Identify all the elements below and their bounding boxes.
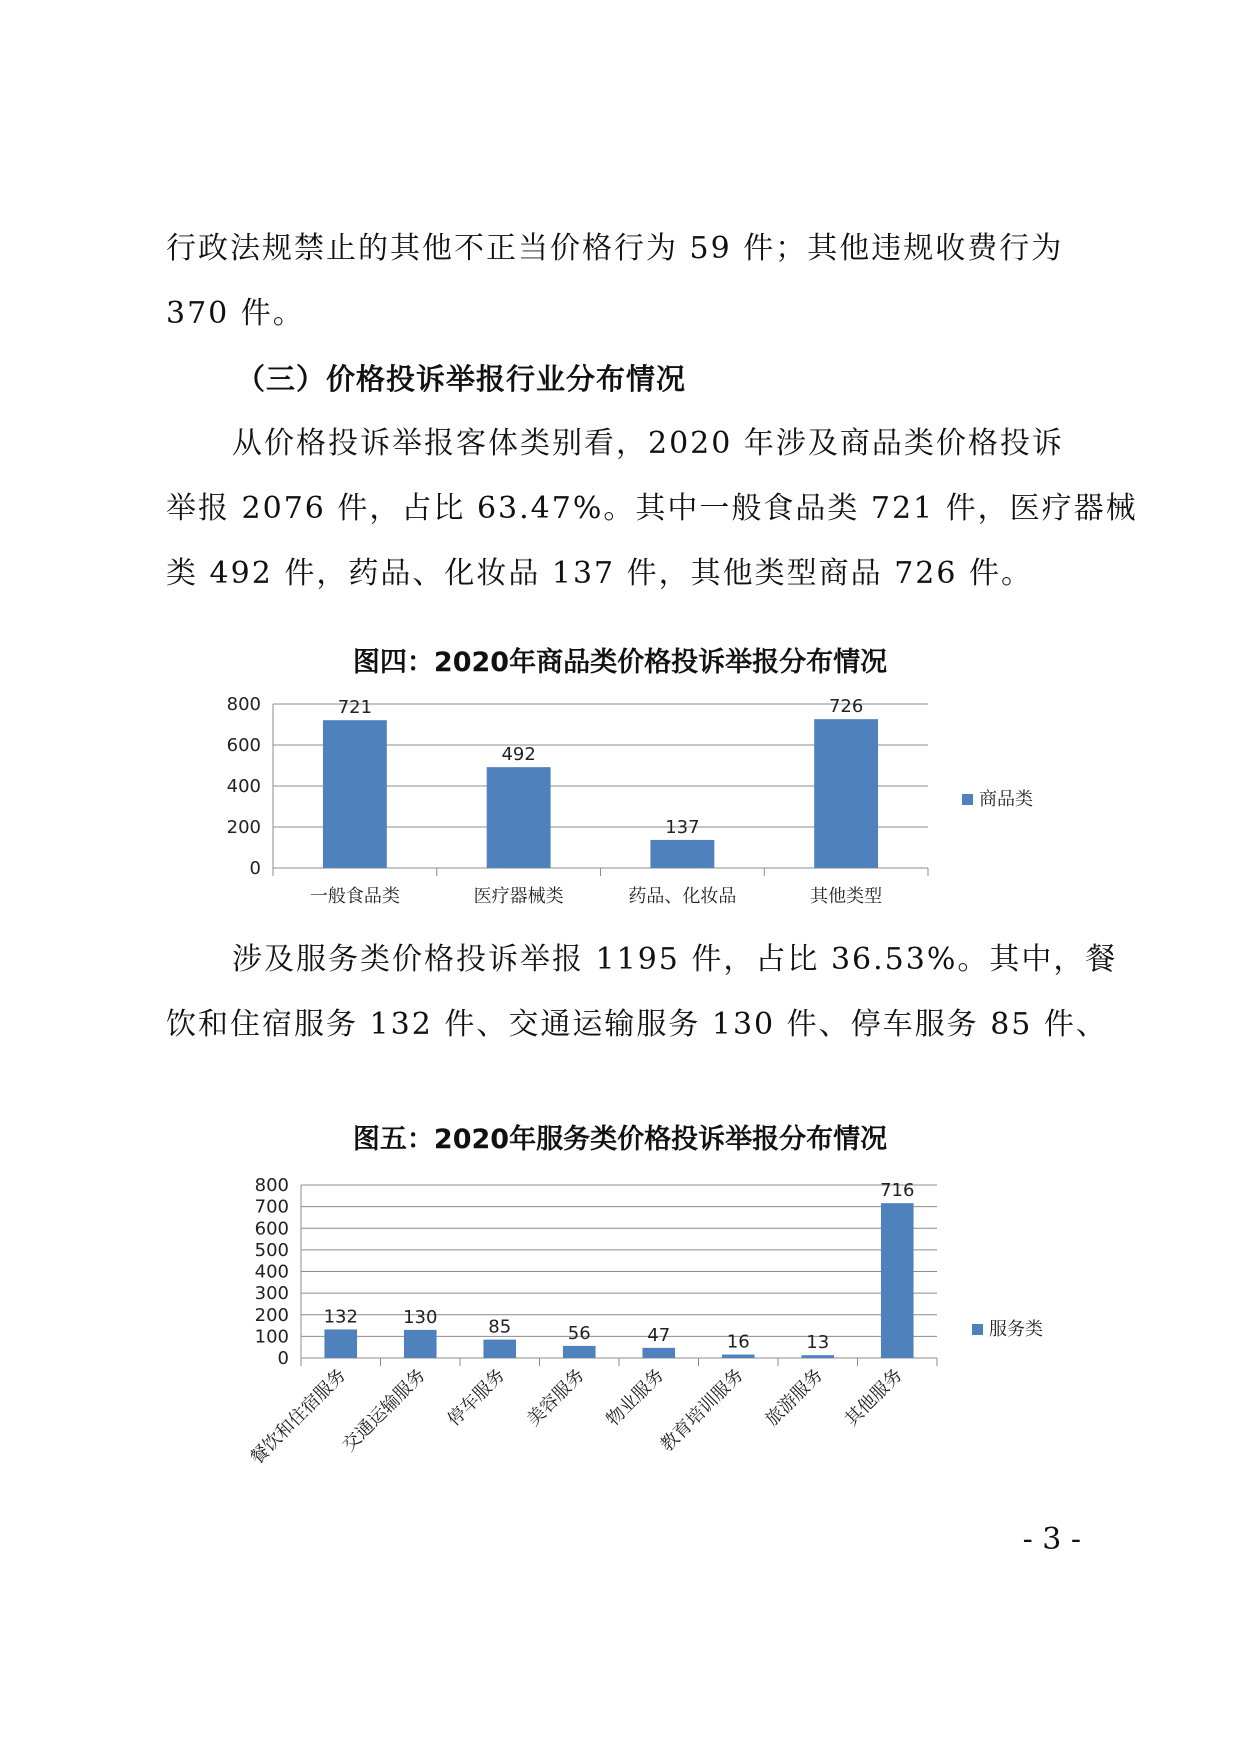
data-label: 721 [337,697,373,719]
legend-swatch [962,794,973,805]
category-label: 物业服务 [602,1364,669,1431]
y-tick-label: 200 [226,817,261,838]
y-tick-label: 200 [254,1304,289,1326]
category-label: 医疗器械类 [473,886,564,907]
chart-product-complaints [0,680,1241,980]
paragraph-line: 涉及服务类价格投诉举报 1195 件，占比 36.53%。其中，餐 [232,942,1118,977]
bar [487,767,551,868]
category-label: 交通运输服务 [338,1364,430,1456]
section-heading: （三）价格投诉举报行业分布情况 [236,362,687,396]
bar [814,719,878,868]
bar [323,720,387,868]
y-tick-label: 800 [254,1175,289,1196]
page-number: - 3 - [1022,1522,1081,1557]
data-label: 132 [323,1306,358,1328]
y-tick-label: 0 [249,858,261,879]
bar [324,1329,357,1358]
data-label: 13 [806,1332,830,1354]
chart-title: 图五：2020年服务类价格投诉举报分布情况 [352,1124,888,1155]
paragraph-line: 从价格投诉举报客体类别看，2020 年涉及商品类价格投诉 [232,426,1064,461]
bar [881,1203,914,1358]
category-label: 美容服务 [523,1364,589,1431]
data-label: 130 [403,1306,438,1328]
category-label: 药品、化妆品 [628,886,737,907]
bar [563,1346,596,1358]
y-tick-label: 600 [254,1218,289,1240]
y-tick-label: 700 [254,1196,289,1218]
paragraph-line: 类 492 件，药品、化妆品 137 件，其他类型商品 726 件。 [166,556,1033,591]
y-tick-label: 400 [254,1261,289,1283]
bar [483,1340,516,1358]
bar [722,1355,755,1358]
legend-swatch [972,1324,983,1335]
data-label: 726 [828,696,864,718]
bar [642,1348,675,1358]
category-label: 旅游服务 [761,1364,828,1431]
category-label: 一般食品类 [309,886,400,907]
bar [650,840,714,868]
data-label: 16 [726,1331,750,1353]
y-tick-label: 500 [254,1239,289,1261]
y-tick-label: 0 [277,1348,289,1369]
category-label: 餐饮和住宿服务 [246,1364,351,1469]
chart-title: 图四：2020年商品类价格投诉举报分布情况 [352,647,888,678]
data-label: 56 [567,1322,591,1344]
data-label: 137 [665,816,700,838]
category-label: 其他服务 [841,1364,907,1431]
data-label: 716 [880,1180,915,1202]
paragraph-line: 370 件。 [166,296,305,331]
category-label: 教育培训服务 [656,1364,748,1456]
category-label: 其他类型 [810,886,883,907]
y-tick-label: 600 [226,735,261,756]
category-label: 停车服务 [443,1364,510,1431]
data-label: 85 [488,1316,512,1338]
legend-label: 商品类 [979,789,1033,810]
data-label: 492 [501,744,536,766]
data-label: 47 [647,1324,671,1346]
paragraph-line: 举报 2076 件，占比 63.47%。其中一般食品类 721 件，医疗器械 [166,491,1138,526]
y-tick-label: 800 [226,694,261,715]
y-tick-label: 300 [254,1283,289,1305]
y-tick-label: 100 [254,1326,289,1348]
paragraph-line: 行政法规禁止的其他不正当价格行为 59 件；其他违规收费行为 [166,231,1064,266]
chart-service-complaints [0,1155,1241,1515]
bar [801,1355,834,1358]
bar [404,1330,437,1358]
y-tick-label: 400 [226,776,261,797]
legend-label: 服务类 [989,1319,1043,1340]
paragraph-line: 饮和住宿服务 132 件、交通运输服务 130 件、停车服务 85 件、 [166,1007,1108,1042]
